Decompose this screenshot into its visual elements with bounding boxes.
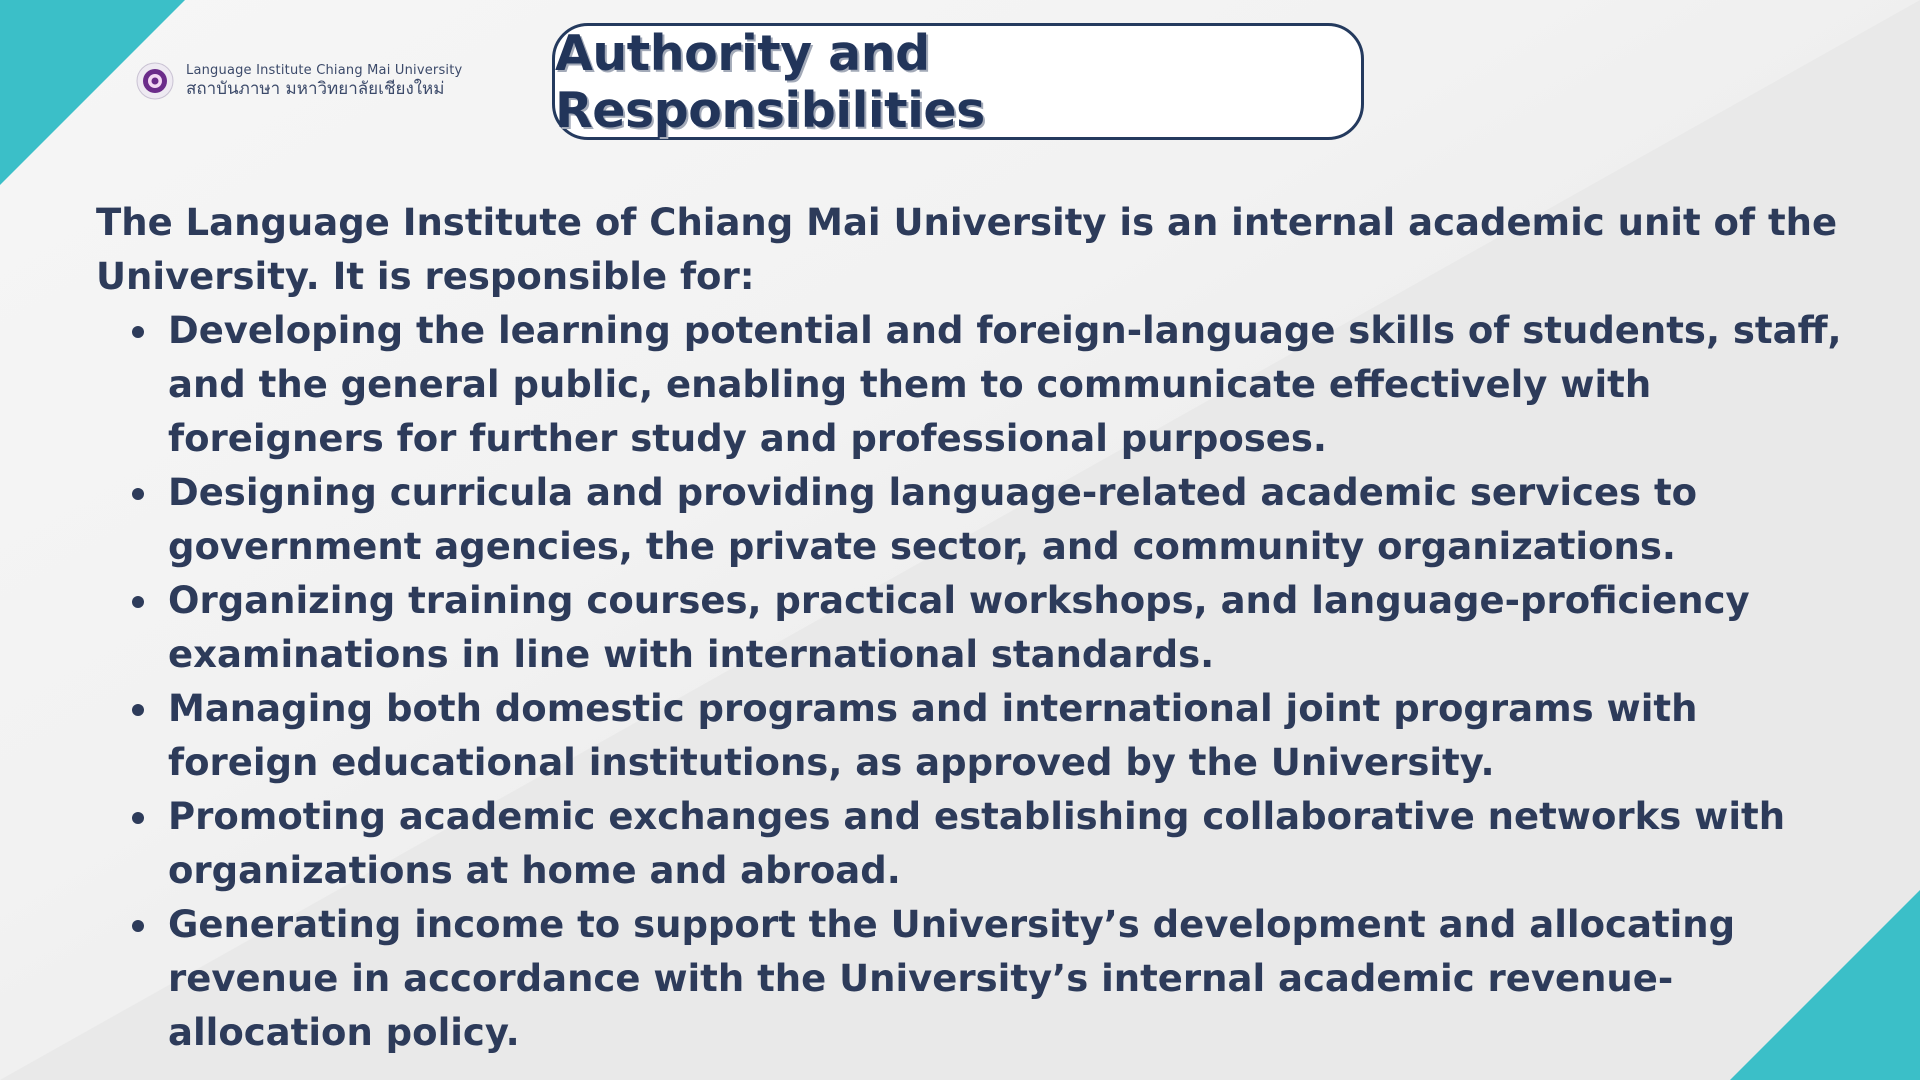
- responsibilities-list: [96, 304, 1856, 1060]
- list-item: [96, 466, 1856, 574]
- bullet-icon: [132, 488, 144, 500]
- list-item-text: Generating income to support the University’s development and allocating revenue in accordance with the University’s internal academic revenue-allocation policy.: [168, 903, 1736, 1054]
- university-seal-icon: [136, 62, 174, 100]
- intro-paragraph: The Language Institute of Chiang Mai University is an internal academic unit of the University. It is responsible for:: [96, 201, 1838, 298]
- bullet-icon: [132, 326, 144, 338]
- page-title: Authority and Responsibilities: [555, 24, 985, 139]
- title-banner: [552, 23, 1364, 140]
- institute-logo: [136, 62, 462, 100]
- logo-name-thai: สถาบันภาษา มหาวิทยาลัยเชียงใหม่: [186, 78, 445, 99]
- list-item-text: Promoting academic exchanges and establishing collaborative networks with organizations at home and abroad.: [168, 795, 1786, 892]
- list-item: [96, 574, 1856, 682]
- list-item: [96, 898, 1856, 1060]
- list-item: [96, 682, 1856, 790]
- bullet-icon: [132, 704, 144, 716]
- bullet-icon: [132, 920, 144, 932]
- main-content: [96, 196, 1856, 1060]
- list-item-text: Developing the learning potential and foreign-language skills of students, staff, and the general public, enabling them to communicate effectively with foreigners for further study and professional purposes.: [168, 309, 1842, 460]
- list-item-text: Managing both domestic programs and international joint programs with foreign educational institutions, as approved by the University.: [168, 687, 1698, 784]
- list-item: [96, 790, 1856, 898]
- bullet-icon: [132, 812, 144, 824]
- list-item-text: Designing curricula and providing language-related academic services to government agencies, the private sector, and community organizations.: [168, 471, 1698, 568]
- list-item-text: Organizing training courses, practical workshops, and language-proficiency examinations in line with international standards.: [168, 579, 1750, 676]
- logo-name-english: Language Institute Chiang Mai University: [186, 62, 463, 78]
- list-item: [96, 304, 1856, 466]
- bullet-icon: [132, 596, 144, 608]
